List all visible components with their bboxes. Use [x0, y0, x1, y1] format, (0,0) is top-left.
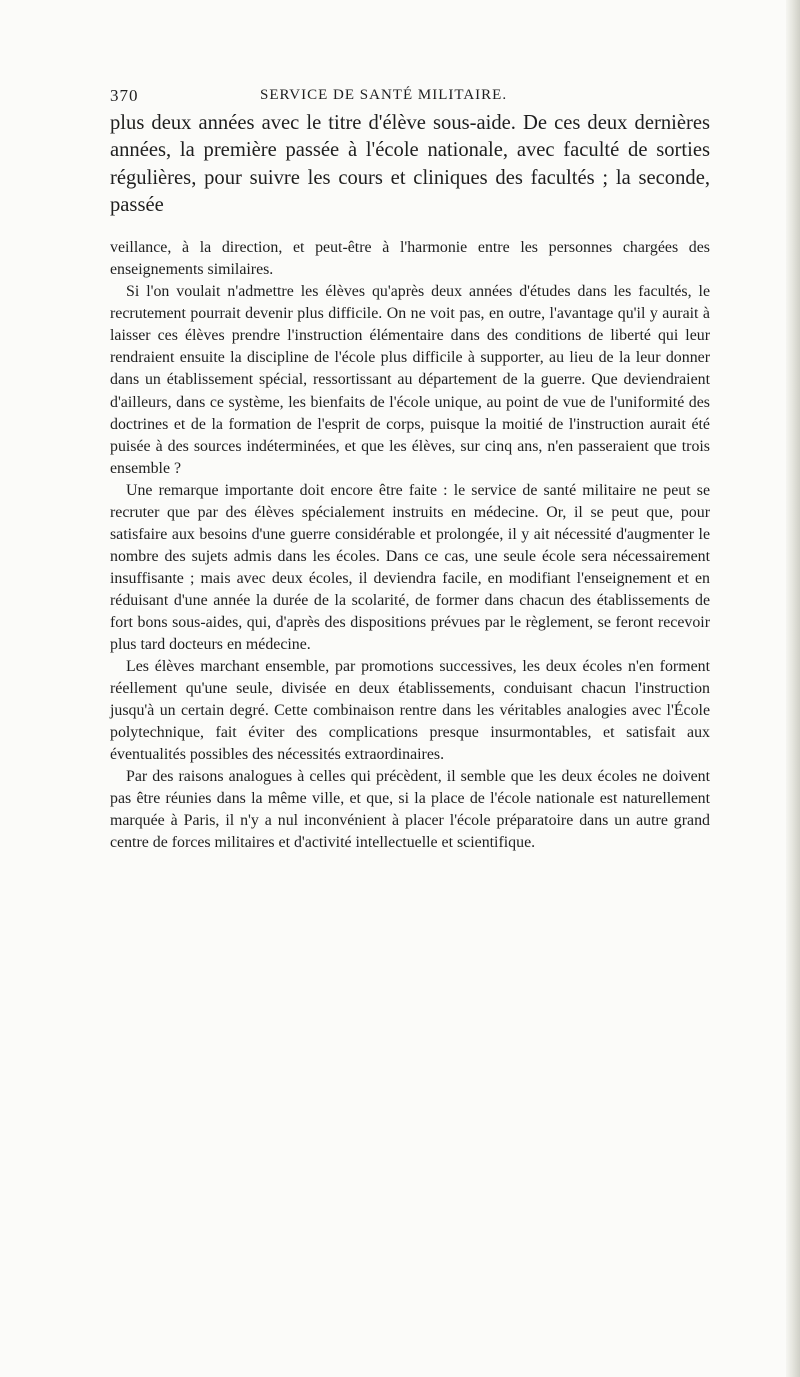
- paragraph-continuation: veillance, à la direction, et peut-être à l'harmonie entre les personnes chargées des enseignements similaires.: [110, 239, 710, 279]
- book-page: [110, 86, 710, 855]
- paragraph: Les élèves marchant ensemble, par promotions successives, les deux écoles n'en forment réellement qu'une seule, divisée en deux établissements, conduisant chacun l'instruction jusqu'à un certain degré. Cette combinaison rentre dans les véritables analogies avec l'École polytechnique, fait éviter des complications presque insurmontables, et satisfait aux éventualités possibles des nécessités extraordinaires.: [110, 658, 710, 764]
- paragraph: Si l'on voulait n'admettre les élèves qu'après deux années d'études dans les facultés, le recrutement pourrait devenir plus difficile. On ne voit pas, en outre, l'avantage qu'il y aurait à laisser ces élèves prendre l'instruction élémentaire dans des conditions de liberté qui leur rendraient ensuite la discipline de l'école plus difficile à supporter, au lieu de la leur donner dans un établissement spécial, ressortissant au département de la guerre. Que deviendraient d'ailleurs, dans ce système, les bienfaits de l'école unique, au point de vue de l'uniformité des doctrines et de la formation de l'esprit de corps, puisque la moitié de l'instruction aurait été puisée à des sources indéterminées, et que les élèves, sur cinq ans, n'en passeraient que trois ensemble ?: [110, 283, 710, 477]
- paragraph: Une remarque importante doit encore être faite : le service de santé militaire ne peut se recruter que par des élèves spécialement instruits en médecine. Or, il se peut que, pour satisfaire aux besoins d'une guerre considérable et prolongée, il y ait nécessité d'augmenter le nombre des sujets admis dans les écoles. Dans ce cas, une seule école sera nécessairement insuffisante ; mais avec deux écoles, il deviendra facile, en modifiant l'enseignement et en réduisant d'une année la durée de la scolarité, de former dans chacun des établissements de fort bons sous-aides, qui, d'après des dispositions prévues par le règlement, se feront recevoir plus tard docteurs en médecine.: [110, 481, 710, 654]
- running-title: SERVICE DE SANTÉ MILITAIRE.: [260, 87, 508, 103]
- paragraph: Par des raisons analogues à celles qui précèdent, il semble que les deux écoles ne doivent pas être réunies dans la même ville, et que, si la place de l'école nationale est naturellement marquée à Paris, il n'y a nul inconvénient à placer l'école préparatoire dans un autre grand centre de forces militaires et d'activité intellectuelle et scientifique.: [110, 768, 710, 852]
- body-text: [110, 237, 710, 854]
- page-number: 370: [110, 86, 139, 105]
- lead-paragraph: plus deux années avec le titre d'élève sous-aide. De ces deux dernières années, la première passée à l'école nationale, avec faculté de sorties régulières, pour suivre les cours et cliniques des facultés ; la seconde, passée: [110, 112, 710, 216]
- running-head: [110, 86, 710, 110]
- page-edge-shadow: [786, 0, 800, 1377]
